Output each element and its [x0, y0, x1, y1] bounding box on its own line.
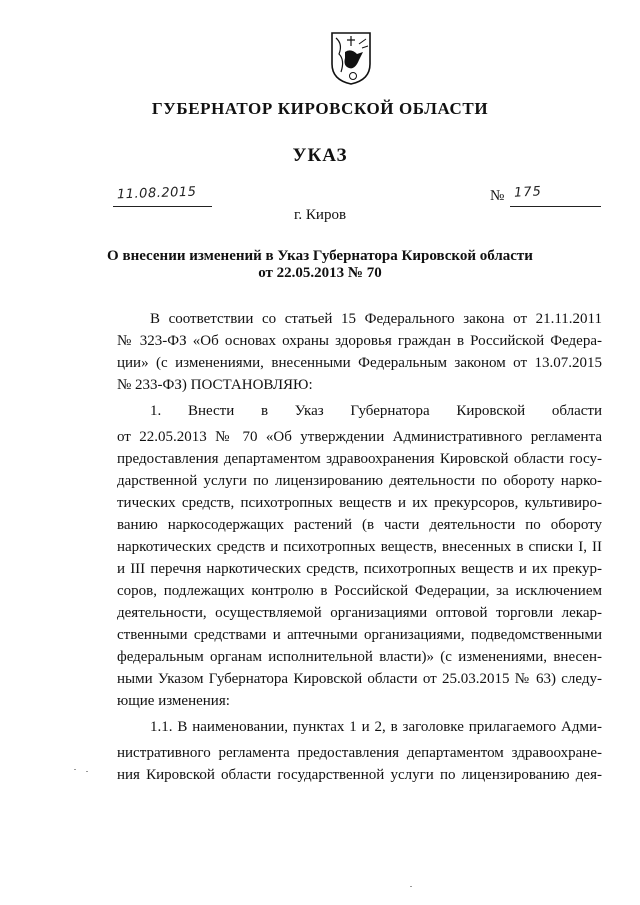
date-field: [113, 184, 212, 207]
number-value: 175: [513, 184, 543, 201]
body-line: ния Кировской области государственной услуги по лицензированию дея-: [117, 767, 602, 783]
body-line: деятельности, осуществляемой организациями оптовой торговли лекар-: [117, 605, 602, 621]
body-line: федеральным органам исполнительной власти)» (с изменениями, внесен-: [117, 649, 602, 665]
body-line: дарственной услуги по лицензированию деятельности по обороту нарко-: [117, 473, 602, 489]
body-line: 1. Внести в Указ Губернатора Кировской области: [150, 403, 602, 419]
date-value: 11.08.2015: [116, 184, 197, 203]
body-line: тических средств, психотропных веществ и их прекурсоров, культивиро-: [117, 495, 602, 511]
city-label: г. Киров: [293, 207, 347, 223]
body-line: В соответствии со статьей 15 Федерального закона от 21.11.2011: [150, 311, 602, 327]
scan-speck: [74, 769, 76, 770]
body-line: № 323-ФЗ «Об основах охраны здоровья граждан в Российской Федера-: [117, 333, 602, 349]
body-line: № 233-ФЗ) ПОСТАНОВЛЯЮ:: [117, 377, 313, 393]
body-line: соров, подлежащих контролю в Российской Федерации, за исключением: [117, 583, 602, 599]
coat-of-arms-icon: [329, 30, 373, 86]
body-line: нистративного регламента предоставления департаментом здравоохране-: [117, 745, 602, 761]
title-line: О внесении изменений в Указ Губернатора Кировской области: [107, 248, 533, 264]
document-title: [100, 248, 540, 282]
scan-speck: [410, 886, 412, 887]
scan-speck: [86, 771, 88, 772]
body-line: ющие изменения:: [117, 693, 230, 709]
body-line: ственными средствами и аптечными организациями, подведомственными: [117, 627, 602, 643]
body-line: ными Указом Губернатора Кировской области от 25.03.2015 № 63) следу-: [117, 671, 602, 687]
body-line: предоставления департаментом здравоохранения Кировской области госу-: [117, 451, 602, 467]
body-line: и III перечня наркотических средств, психотропных веществ и их прекур-: [117, 561, 602, 577]
document-kind-heading: УКАЗ: [292, 145, 348, 166]
organization-heading: ГУБЕРНАТОР КИРОВСКОЙ ОБЛАСТИ: [151, 99, 489, 118]
body-line: ванию наркосодержащих растений (в части деятельности по обороту: [117, 517, 602, 533]
body-line: ции» (с изменениями, внесенными Федеральным законом от 13.07.2015: [117, 355, 602, 371]
number-sign: №: [490, 188, 505, 204]
body-line: 1.1. В наименовании, пунктах 1 и 2, в заголовке прилагаемого Адми-: [150, 719, 602, 735]
body-line: наркотических средств и психотропных веществ, внесенных в списки I, II: [117, 539, 602, 555]
body-line: от 22.05.2013 № 70 «Об утверждении Административного регламента: [117, 429, 602, 445]
document-body: [117, 308, 602, 786]
number-field: [510, 184, 601, 207]
title-line: от 22.05.2013 № 70: [258, 265, 382, 281]
